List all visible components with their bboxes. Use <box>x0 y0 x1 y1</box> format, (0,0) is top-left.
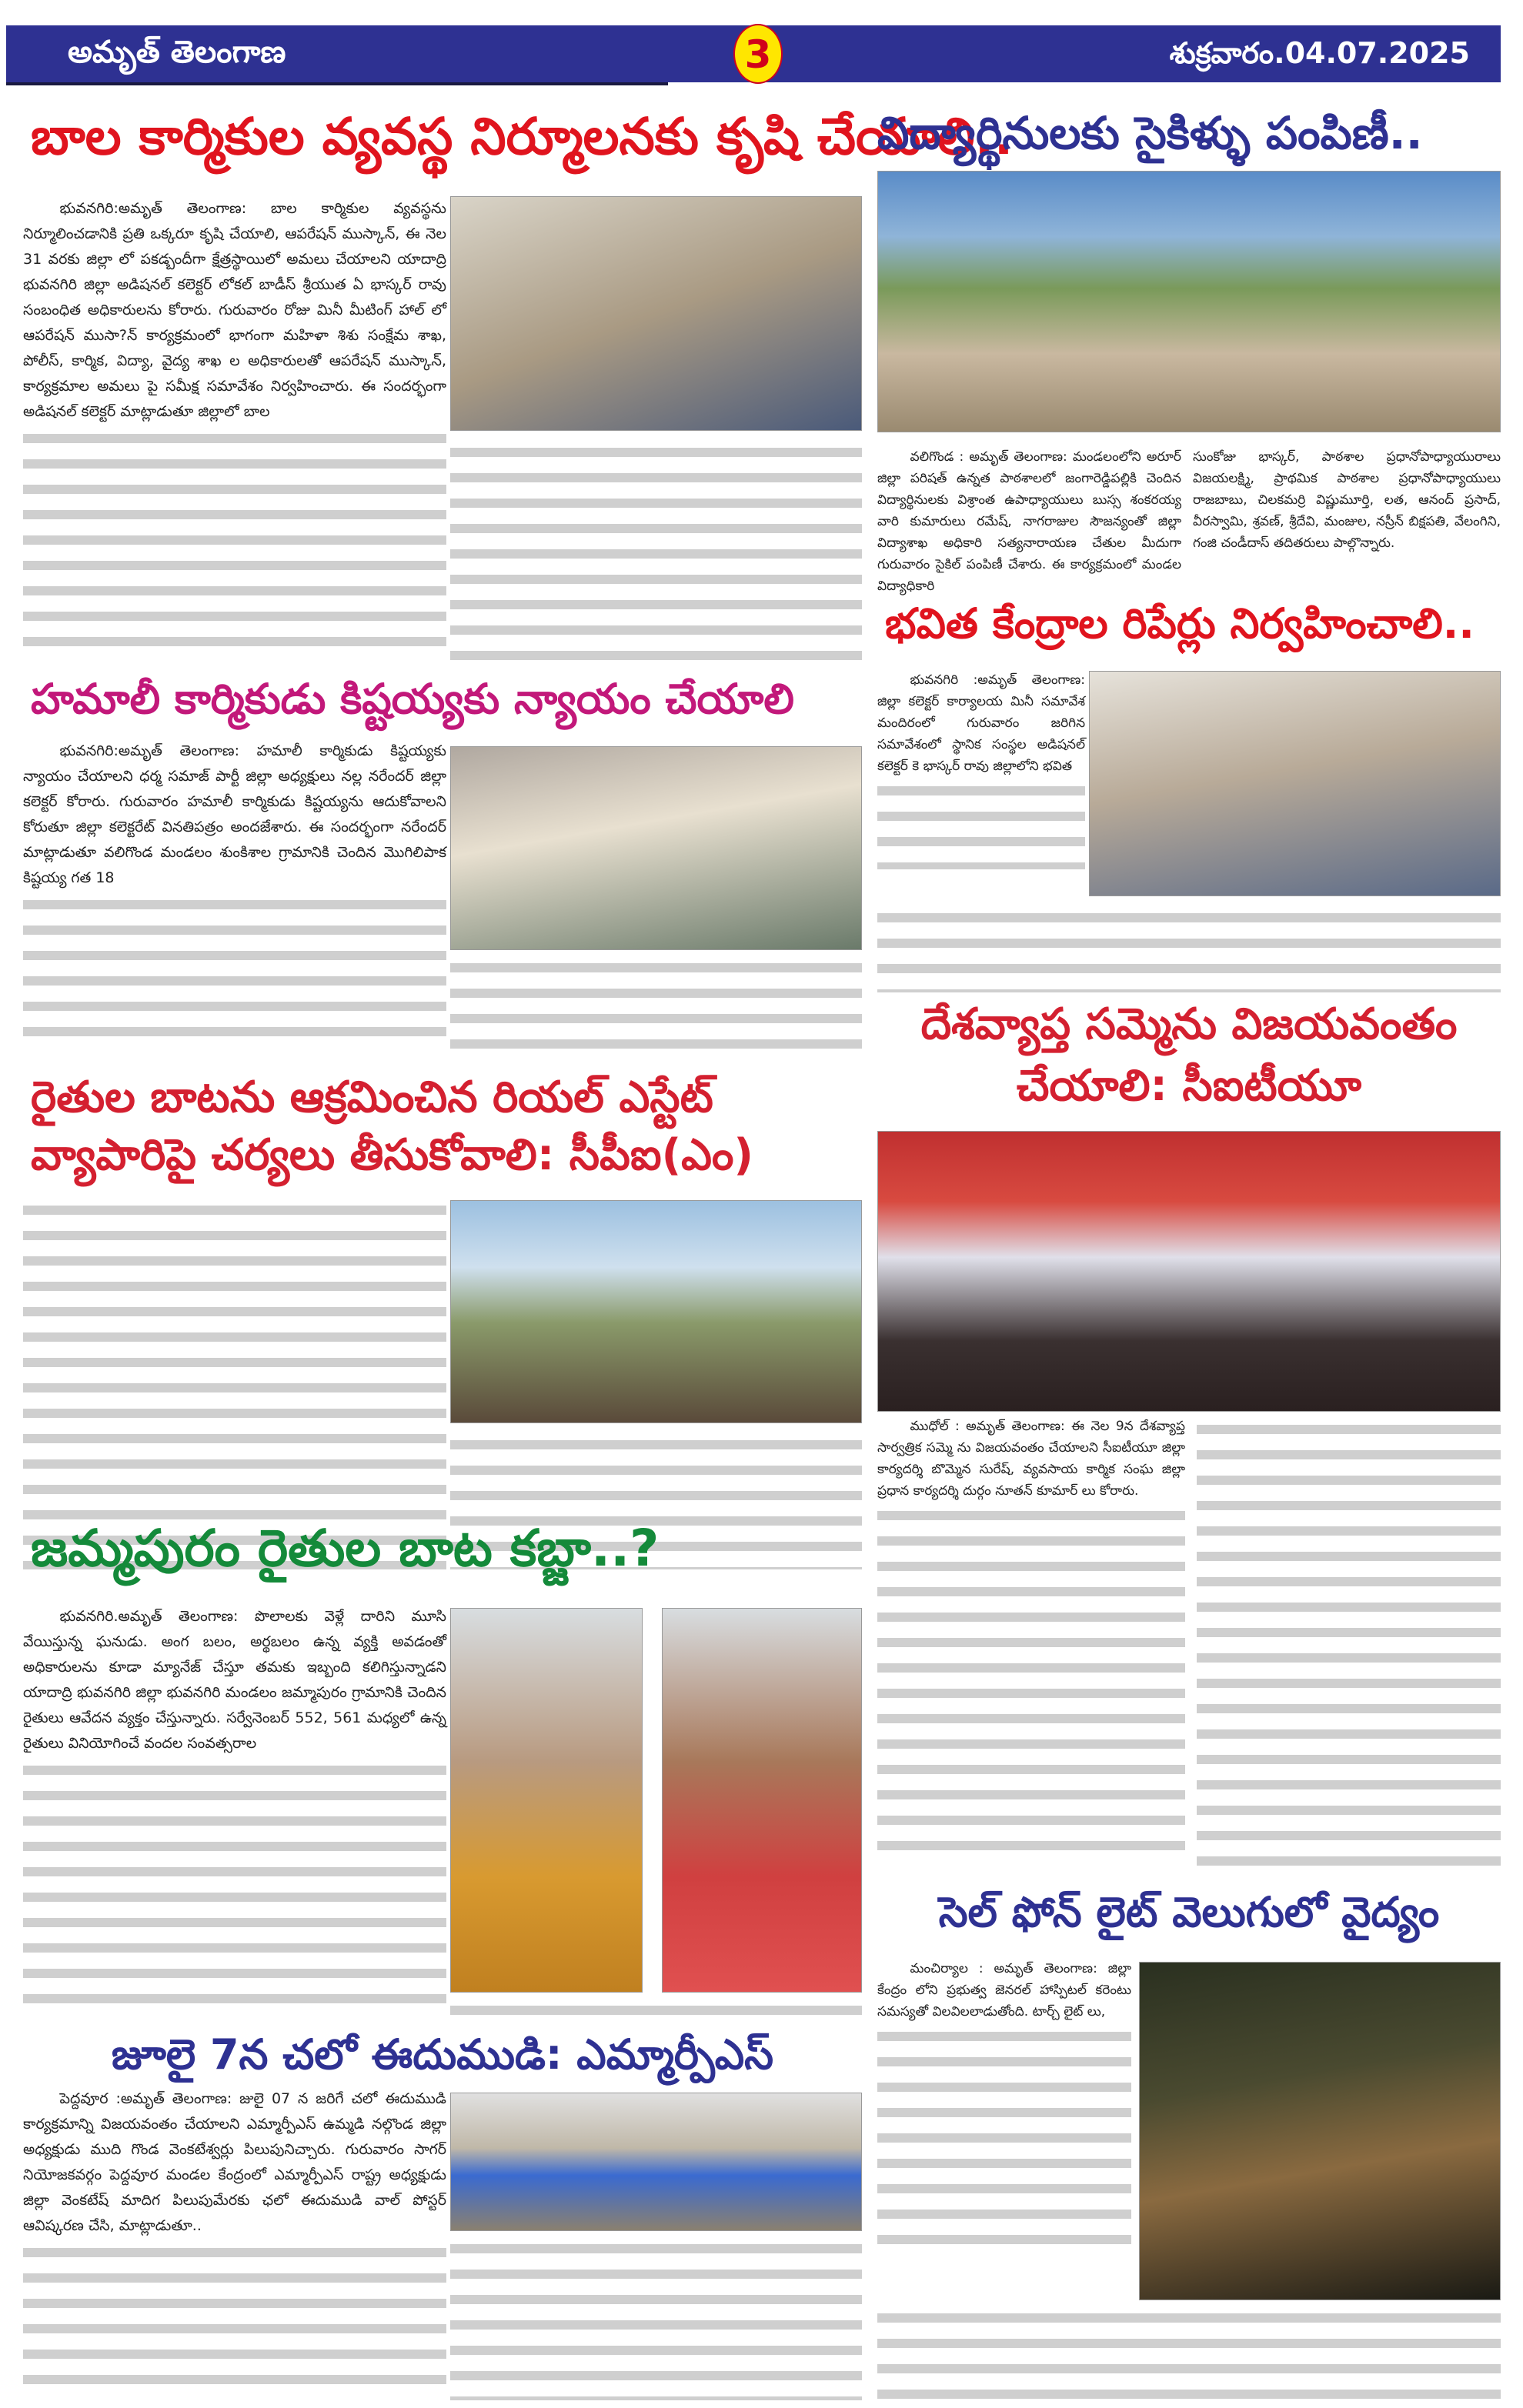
page-number-badge: 3 <box>733 24 783 84</box>
text-lines <box>23 2239 446 2393</box>
text-lines <box>450 2235 862 2400</box>
article-text: భువనగిరి :అమృత్ తెలంగాణ: జిల్లా కలెక్టర్ కార్యాలయ మినీ సమావేశ మందిరంలో గురువారం జరిగిన సమావేశంలో స్థానిక సంస్థల అడిషనల్ కలెక్టర్ కె భాస్కర్ రావు జిల్లాలోని భవిత <box>877 672 1085 774</box>
text-lines <box>23 1756 446 2010</box>
text-lines <box>877 1502 1185 1856</box>
text-lines <box>23 425 446 655</box>
article-body-hospital <box>877 1958 1131 2300</box>
article-text: భువనగిరి.అమృత్ తెలంగాణ: పొలాలకు వెళ్లే దారిని మూసి వేయిస్తున్న ఘనుడు. అంగ బలం, అర్థబలం ఉన్న వ్యక్తి అవడంతో అధికారులను కూడా మ్యానేజ్ చేస్తూ తమకు ఇబ్బంది కలిగిస్తున్నాడని యాదాద్రి భువనగిరి జిల్లా భువనగిరి మండలం జమ్మాపురం గ్రామానికి చెందిన రైతులు ఆవేదన వ్యక్తం చేస్తున్నారు. సర్వేనెంబర్ 552, 561 మధ్యలో ఉన్న రైతులు వినియోగించే వందల సంవత్సరాల <box>23 1608 446 1752</box>
headline-mrps: జూలై 7న చలో ఈదుముడి: ఎమ్మార్పీఎస్ <box>111 2030 774 2079</box>
article-text: ముధోల్ : అమృత్ తెలంగాణ: ఈ నెల 9న దేశవ్యాప్త సార్వత్రిక సమ్మె ను విజయవంతం చేయాలని సీఐటీయూ జిల్లా కార్యదర్శి బొమ్మెన సురేష్, వ్యవసాయ కార్మిక సంఘ జిల్లా ప్రధాన కార్యదర్శి దుర్గం నూతన్ కూమార్ లు కోరారు. <box>877 1419 1185 1499</box>
headline-real-estate-l2: వ్యాపారిపై చర్యలు తీసుకోవాలి: సీపీఐ(ఎం) <box>31 1130 753 1180</box>
masthead-rule <box>6 82 668 85</box>
photo-hospital-dark <box>1139 1962 1501 2300</box>
article-body-child-labour <box>23 196 446 662</box>
photo-farmer-man <box>450 1608 643 1993</box>
photo-review-meeting <box>1089 671 1501 896</box>
photo-citu-meeting <box>877 1131 1501 1412</box>
newspaper-logo: అమృత్ తెలంగాణ <box>68 35 286 70</box>
headline-bhavitha-centres: భవిత కేంద్రాల రిపేర్లు నిర్వహించాలి.. <box>885 599 1475 648</box>
headline-bicycles: విద్యార్థినులకు సైకిళ్ళు పంపిణీ.. <box>877 107 1423 159</box>
text-lines <box>877 777 1085 869</box>
text-lines <box>1197 1416 1501 1877</box>
headline-child-labour: బాల కార్మికుల వ్యవస్థ నిర్మూలనకు కృషి చేయాలి.. <box>31 107 1014 166</box>
issue-date: శుక్రవారం.04.07.2025 <box>1169 36 1470 70</box>
article-text: వలిగొండ : అమృత్ తెలంగాణ: మండలంలోని అరూర్ జిల్లా పరిషత్ ఉన్నత పాఠశాలలో జంగారెడ్డిపల్లికి చెందిన విద్యార్థినులకు విశ్రాంత ఉపాధ్యాయులు బుస్స శంకరయ్య వారి కుమారులు రమేష్, నాగరాజుల సౌజన్యంతో జిల్లా విద్యాశాఖ అధికారి సత్యనారాయణ చేతుల మీదుగా గురువారం సైకిల్ పంపిణీ చేశారు. ఈ కార్యక్రమంలో మండల విద్యాధికారి <box>877 449 1181 594</box>
photo-petition <box>450 746 862 950</box>
headline-citu-l2: చేయాలి: సీఐటీయూ <box>1016 1061 1362 1111</box>
photo-farmer-woman <box>662 1608 862 1993</box>
article-body-bicycles-col1 <box>877 446 1181 600</box>
article-text: సుంకోజు భాస్కర్, పాఠశాల ప్రధానోపాధ్యాయురాలు విజయలక్ష్మి, ప్రాథమిక పాఠశాల ప్రధానోపాధ్యాయులు రాజబాబు, చిలకమర్రి విష్ణుమూర్తి, లత, ఆనంద్ ప్రసాద్, వీరస్వామి, శ్రవణ్, శ్రీదేవి, మంజుల, నస్రీన్ బిక్షపతి, వేలంగిని, గంజి చండీదాస్ తదితరులు పాల్గొన్నారు. <box>1193 449 1501 551</box>
headline-hamali-worker: హమాలీ కార్మికుడు కిష్టయ్యకు న్యాయం చేయాలి <box>31 675 794 723</box>
masthead <box>6 25 1501 82</box>
headline-cellphone-light: సెల్ ఫోన్ లైట్ వెలుగులో వైద్యం <box>938 1888 1440 1936</box>
photo-poster-launch <box>450 2093 862 2231</box>
photo-field-visit <box>450 1200 862 1423</box>
article-text: పెద్దవూర :అమృత్ తెలంగాణ: జులై 07 న జరిగే చలో ఈదుముడి కార్యక్రమాన్ని విజయవంతం చేయాలని ఎమ్మార్పీఎస్ ఉమ్మడి నల్గొండ జిల్లా అధ్యక్షుడు ముది గొండ వెంకటేశ్వర్లు పిలుపునిచ్చారు. గురువారం సాగర్ నియోజకవర్గం పెద్దవూర మండల కేంద్రంలో ఎమ్మార్పీఎస్ రాష్ట్ర అధ్యక్షుడు జిల్లా వెంకటేష్ మాదిగ పిలుపుమేరకు ఛలో ఈదుముడి వాల్ పోస్టర్ ఆవిష్కరణ చేసి, మాట్లాడుతూ.. <box>23 2090 446 2234</box>
text-lines <box>450 954 862 1054</box>
headline-citu-l1: దేశవ్యాప్త సమ్మెను విజయవంతం <box>920 999 1458 1049</box>
headline-real-estate-l1: రైతుల బాటను ఆక్రమించిన రియల్ ఎస్టేట్ <box>31 1072 713 1122</box>
article-body-bhavitha <box>877 669 1085 900</box>
article-body-bicycles-col2 <box>1193 446 1501 600</box>
text-lines <box>877 904 1501 992</box>
article-text: భువనగిరి:అమృత్ తెలంగాణ: హమాలీ కార్మికుడు కిష్టయ్యకు న్యాయం చేయాలని ధర్మ సమాజ్ పార్టీ జిల్లా అధ్యక్షులు నల్ల నరేందర్ జిల్లా కలెక్టర్ కోరారు. గురువారం హమాలీ కార్మికుడు కిష్టయ్యను ఆదుకోవాలని కోరుతూ జిల్లా కలెక్టరేట్ వినతిపత్రం అందజేశారు. ఈ సందర్భంగా నరేందర్ మాట్లాడుతూ వలిగొండ మండలం శుంకిశాల గ్రామానికి చెందిన మొగిలిపాక కిష్టయ్య గత 18 <box>23 742 446 886</box>
article-text: భువనగిరి:అమృత్ తెలంగాణ: బాల కార్మికుల వ్యవస్థను నిర్మూలించడానికి ప్రతి ఒక్కరూ కృషి చేయాలి, ఆపరేషన్ ముస్కాన్, ఈ నెల 31 వరకు జిల్లా లో పకడ్బందీగా క్షేత్రస్థాయిలో అమలు చేయాలని యాదాద్రి భువనగిరి జిల్లా అడిషనల్ కలెక్టర్ లోకల్ బాడీస్ శ్రీయుత ఏ భాస్కర్ రావు సంబంధిత అధికారులను కోరారు. గురువారం రోజు మినీ మీటింగ్ హాల్ లో ఆపరేషన్ ముసా?న్ కార్యక్రమంలో భాగంగా మహిళా శిశు సంక్షేమ శాఖ, పోలీస్, కార్మిక, విద్యా, వైద్య శాఖ ల అధికారులతో ఆపరేషన్ ముస్కాన్, కార్యక్రమాల అమలు పై సమీక్ష సమావేశం నిర్వహించారు. ఈ సందర్భంగా అడిషనల్ కలెక్టర్ మాట్లాడుతూ జిల్లాలో బాల <box>23 200 446 420</box>
text-lines <box>450 1996 862 2027</box>
article-body-jammapuram <box>23 1604 446 2016</box>
text-lines <box>23 891 446 1045</box>
photo-meeting <box>450 196 862 431</box>
text-lines <box>450 439 862 662</box>
article-body-hamali <box>23 739 446 1054</box>
article-body-citu <box>877 1416 1185 1877</box>
headline-jammapuram: జమ్మపురం రైతుల బాట కబ్జా..? <box>31 1519 660 1578</box>
text-lines <box>877 2304 1501 2400</box>
photo-bicycle-distribution <box>877 171 1501 432</box>
article-text: మంచిర్యాల : అమృత్ తెలంగాణ: జిల్లా కేంద్రం లోని ప్రభుత్వ జెనరల్ హాస్పిటల్ కరెంటు సమస్యతో విలవిలలాడుతోంది. టార్చ్ లైట్ లు, <box>877 1961 1131 2019</box>
text-lines <box>877 2023 1131 2253</box>
text-lines <box>23 1196 446 1569</box>
article-body-mrps <box>23 2086 446 2402</box>
